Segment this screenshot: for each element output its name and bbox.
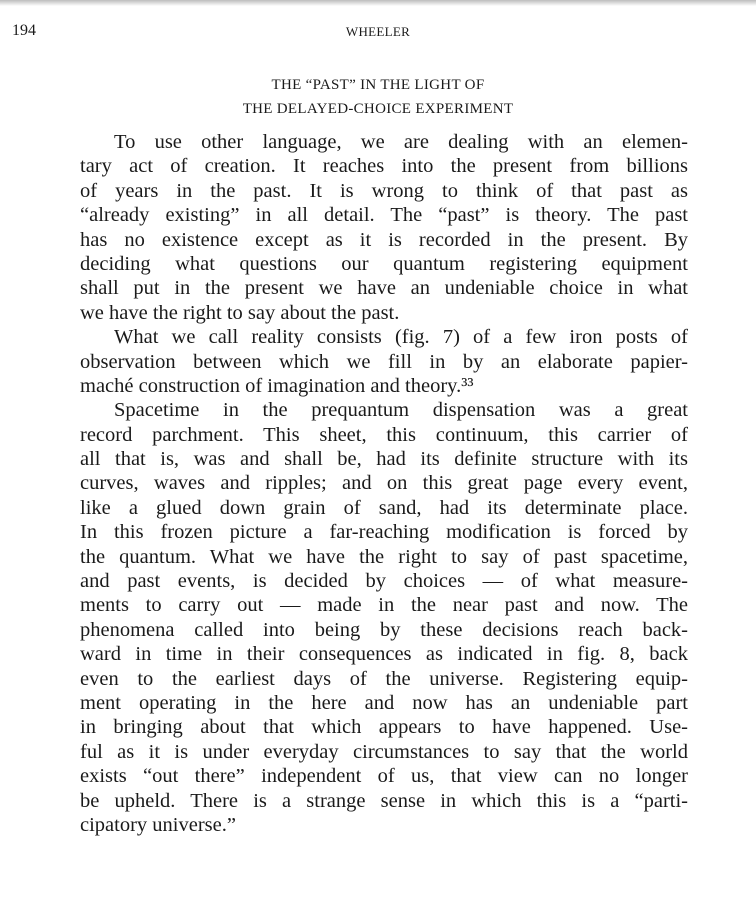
text-line: be upheld. There is a strange sense in which this is a “parti- xyxy=(80,789,688,812)
text-line: ful as it is under everyday circumstances to say that the world xyxy=(80,740,688,763)
text-line: all that is, was and shall be, had its definite structure with its xyxy=(80,448,688,471)
text-line: like a glued down grain of sand, had its determinate place. xyxy=(80,496,688,519)
text-line: cipatory universe.” xyxy=(80,813,236,836)
text-line: has no existence except as it is recorded in the present. By xyxy=(80,228,688,251)
page-number: 194 xyxy=(12,22,36,39)
text-line: we have the right to say about the past. xyxy=(80,301,400,324)
text-line: ward in time in their consequences as indicated in fig. 8, back xyxy=(80,643,688,666)
viewer-top-shadow xyxy=(0,0,756,6)
text-line: ments to carry out — made in the near past and now. The xyxy=(80,594,688,617)
text-line: and past events, is decided by choices — of what measure- xyxy=(80,570,688,593)
text-line: exists “out there” independent of us, that view can no longer xyxy=(80,765,688,788)
text-line: even to the earliest days of the universe. Registering equip- xyxy=(80,667,688,690)
text-line: To use other language, we are dealing with an elemen- xyxy=(114,131,688,153)
text-line: of years in the past. It is wrong to think of that past as xyxy=(80,179,688,202)
section-heading-line-1: THE “PAST” IN THE LIGHT OF xyxy=(271,77,485,93)
text-line: record parchment. This sheet, this continuum, this carrier of xyxy=(80,423,688,446)
text-line: the quantum. What we have the right to say of past spacetime, xyxy=(80,545,688,568)
text-line: phenomena called into being by these decisions reach back- xyxy=(80,618,688,641)
text-line: Spacetime in the prequantum dispensation was a great xyxy=(114,399,688,422)
text-line: shall put in the present we have an undeniable choice in what xyxy=(80,277,688,300)
body-text xyxy=(80,130,688,837)
text-line: deciding what questions our quantum registering equipment xyxy=(80,252,688,275)
text-line: “already existing” in all detail. The “past” is theory. The past xyxy=(80,204,688,227)
text-line: ment operating in the here and now has an undeniable part xyxy=(80,691,688,714)
text-line: observation between which we fill in by an elaborate papier- xyxy=(80,350,688,373)
text-line: curves, waves and ripples; and on this great page every event, xyxy=(80,472,688,495)
text-line: in bringing about that which appears to have happened. Use- xyxy=(80,716,688,739)
text-line: In this frozen picture a far-reaching modification is forced by xyxy=(80,521,688,544)
running-head: WHEELER xyxy=(345,24,411,39)
section-heading-line-2: THE DELAYED-CHOICE EXPERIMENT xyxy=(242,101,514,117)
text-line: What we call reality consists (fig. 7) of a few iron posts of xyxy=(114,326,688,349)
text-line: tary act of creation. It reaches into the present from billions xyxy=(80,155,688,178)
text-line: maché construction of imagination and theory.³³ xyxy=(80,374,474,397)
